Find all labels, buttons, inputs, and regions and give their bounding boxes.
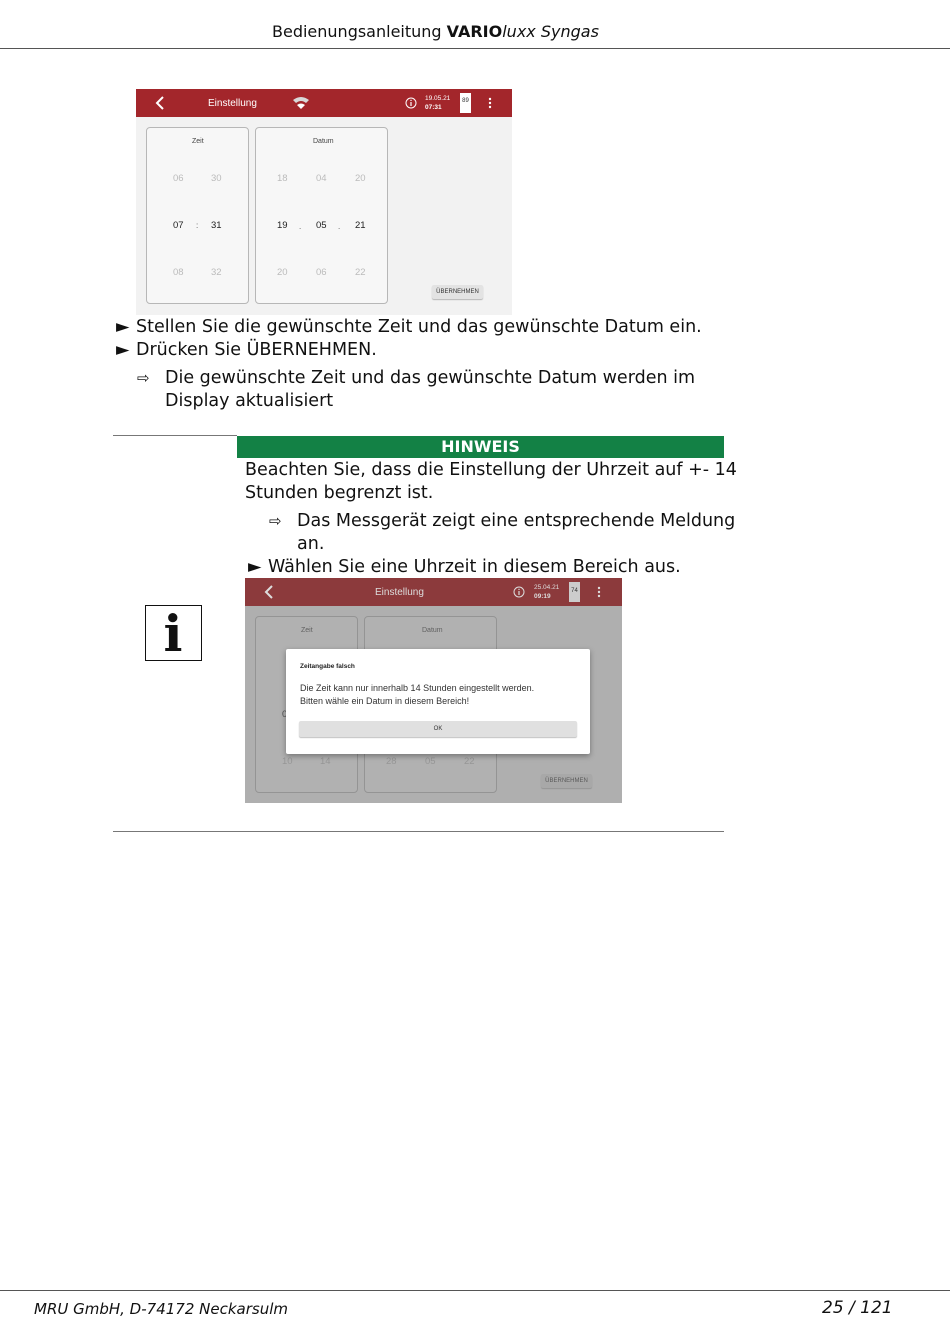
day-prev[interactable]: 18 — [277, 173, 288, 184]
hinweis-text-line-2: Stunden begrenzt ist. — [245, 483, 434, 503]
hinweis-result-line-1: Das Messgerät zeigt eine entsprechende Meldung — [297, 511, 736, 531]
battery-level: 74 — [571, 588, 578, 594]
hinweis-step — [248, 556, 681, 579]
hour-selected[interactable]: 07 — [173, 220, 184, 231]
info-icon-glyph: i — [163, 604, 183, 663]
back-arrow-icon[interactable] — [155, 96, 165, 110]
dialog-message-line-1: Die Zeit kann nur innerhalb 14 Stunden eingestellt werden. — [300, 683, 535, 693]
minute-selected[interactable]: 31 — [211, 220, 222, 231]
header-brand-bold: VARIO — [446, 22, 503, 41]
step-marker: ► — [116, 340, 130, 360]
hour-next[interactable]: 08 — [173, 267, 184, 278]
step-2 — [116, 339, 377, 362]
hinweis-result-line-2: an. — [297, 534, 325, 554]
error-screenshot — [245, 578, 622, 803]
battery-icon — [460, 93, 471, 113]
battery-icon — [569, 582, 580, 602]
page-header — [272, 22, 599, 41]
page-number: 25 / 121 — [822, 1298, 893, 1318]
status-date: 25.04.21 — [534, 584, 560, 591]
time-picker-label: Zeit — [192, 138, 204, 145]
day-selected[interactable]: 19 — [277, 220, 288, 231]
year-next[interactable]: 22 — [355, 267, 366, 278]
app-bar-title: Einstellung — [375, 587, 424, 598]
header-prefix: Bedienungsanleitung — [272, 22, 442, 41]
header-brand-italic: luxx Syngas — [502, 22, 599, 41]
result-arrow-icon: ⇨ — [269, 512, 282, 530]
result-1-line-2: Display aktualisiert — [165, 391, 334, 411]
settings-screenshot — [136, 89, 512, 315]
footer-rule — [0, 1290, 950, 1291]
hinweis-text-line-1: Beachten Sie, dass die Einstellung der Uhrzeit auf +- 14 — [245, 460, 737, 480]
app-bar — [136, 89, 512, 117]
year-prev[interactable]: 20 — [355, 173, 366, 184]
month-selected[interactable]: 05 — [316, 220, 327, 231]
hinweis-bottom-rule — [113, 831, 724, 832]
app-bar-title: Einstellung — [208, 98, 257, 109]
dialog-message-line-2: Bitten wähle ein Datum in diesem Bereich! — [300, 696, 470, 706]
app-bar — [245, 578, 622, 606]
more-vert-icon[interactable] — [488, 97, 492, 109]
battery-level: 89 — [462, 98, 469, 104]
hinweis-title: HINWEIS — [237, 436, 724, 458]
info-icon — [145, 605, 202, 661]
status-time: 07:31 — [425, 104, 442, 111]
date-picker-label: Datum — [313, 138, 334, 145]
wifi-icon — [292, 95, 310, 111]
date-separator-2: . — [338, 222, 341, 231]
error-dialog — [286, 649, 590, 754]
hinweis-top-rule — [113, 435, 237, 436]
dialog-title: Zeitangabe falsch — [300, 663, 355, 670]
result-1 — [137, 367, 695, 390]
step-2-text: Drücken Sie ÜBERNEHMEN. — [136, 340, 377, 360]
more-vert-icon[interactable] — [597, 586, 601, 598]
apply-button[interactable]: ÜBERNEHMEN — [432, 285, 483, 299]
header-rule — [0, 48, 950, 49]
step-1 — [116, 316, 702, 339]
result-arrow-icon: ⇨ — [137, 369, 150, 387]
minute-next[interactable]: 32 — [211, 267, 222, 278]
step-marker: ► — [116, 317, 130, 337]
ok-button[interactable]: OK — [299, 721, 577, 737]
info-icon[interactable] — [513, 586, 525, 598]
date-separator-1: . — [299, 222, 302, 231]
date-picker[interactable] — [255, 127, 388, 304]
status-time: 09:19 — [534, 593, 551, 600]
month-prev[interactable]: 04 — [316, 173, 327, 184]
time-separator: : — [196, 221, 199, 230]
minute-prev[interactable]: 30 — [211, 173, 222, 184]
info-icon[interactable] — [405, 97, 417, 109]
hour-prev[interactable]: 06 — [173, 173, 184, 184]
back-arrow-icon[interactable] — [264, 585, 274, 599]
footer-company: MRU GmbH, D-74172 Neckarsulm — [34, 1300, 288, 1318]
year-selected[interactable]: 21 — [355, 220, 366, 231]
step-marker: ► — [248, 557, 262, 577]
hinweis-step-text: Wählen Sie eine Uhrzeit in diesem Bereich aus. — [268, 557, 681, 577]
status-date: 19.05.21 — [425, 95, 451, 102]
month-next[interactable]: 06 — [316, 267, 327, 278]
day-next[interactable]: 20 — [277, 267, 288, 278]
result-1-line-1: Die gewünschte Zeit und das gewünschte Datum werden im — [165, 368, 696, 388]
time-picker[interactable] — [146, 127, 249, 304]
hinweis-result — [269, 510, 735, 533]
step-1-text: Stellen Sie die gewünschte Zeit und das gewünschte Datum ein. — [136, 317, 702, 337]
